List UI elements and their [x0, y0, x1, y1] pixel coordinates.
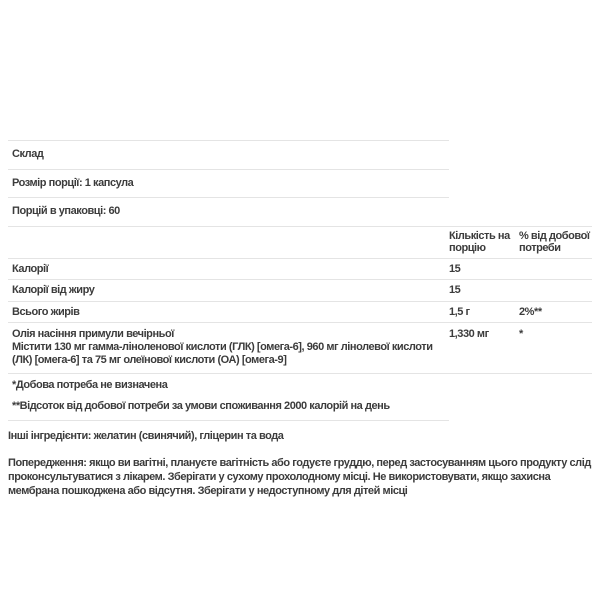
dv-value — [519, 280, 592, 302]
dv-column-header: % від добової потреби — [519, 226, 592, 258]
empty-cell — [449, 391, 519, 420]
amount-value: 1,5 г — [449, 301, 519, 323]
facts-row-servings-per-container — [8, 198, 592, 227]
footnote-daily-value-not-established: *Добова потреба не визначена — [12, 378, 168, 391]
nutrient-name: Калорії від жиру — [8, 280, 449, 302]
ingredient-name: Олія насіння примули вечірньої — [12, 328, 174, 340]
empty-cell — [449, 141, 519, 170]
ingredient-description: Містити 130 мг гамма-ліноленової кислоти (ГЛК) [омега-6], 960 мг лінолевої кислоти (ЛК) [омега-6] та 75 мг олеїнової кислоти (ОА) [омега-9] — [12, 340, 433, 366]
dv-value — [519, 258, 592, 280]
nutrient-name: Калорії — [8, 258, 449, 280]
empty-cell — [519, 391, 592, 420]
amount-value: 15 — [449, 280, 519, 302]
facts-row-calories — [8, 258, 592, 280]
empty-cell — [519, 198, 592, 227]
empty-cell — [519, 141, 592, 170]
facts-row-total-fat — [8, 301, 592, 323]
empty-cell — [519, 169, 592, 198]
ingredient-cell — [8, 323, 449, 374]
facts-header-row — [8, 226, 592, 258]
footnote-percent-daily-value: **Відсоток від добової потреби за умови споживання 2000 калорій на день — [8, 391, 449, 420]
other-ingredients: Інші інгредієнти: желатин (свинячий), гліцерин та вода — [8, 429, 284, 442]
facts-table — [8, 140, 592, 421]
amount-column-header: Кількість на порцію — [449, 226, 519, 258]
facts-row-composition — [8, 141, 592, 170]
dv-value: 2%** — [519, 301, 592, 323]
serving-size-text: Розмір порції: 1 капсула — [8, 169, 449, 198]
empty-cell — [8, 226, 449, 258]
empty-cell — [449, 169, 519, 198]
empty-cell — [449, 198, 519, 227]
empty-cell — [519, 373, 592, 391]
servings-per-container-text: Порцій в упаковці: 60 — [8, 198, 449, 227]
facts-row-serving-size — [8, 169, 592, 198]
facts-row-primrose-oil — [8, 323, 592, 374]
dv-value: * — [519, 323, 592, 374]
nutrient-name: Всього жирів — [8, 301, 449, 323]
amount-value: 15 — [449, 258, 519, 280]
footnote-row — [8, 391, 592, 420]
section-title: Склад — [8, 141, 449, 170]
facts-row-calories-from-fat — [8, 280, 592, 302]
empty-cell — [449, 373, 519, 391]
amount-value: 1,330 мг — [449, 323, 519, 374]
warning-text: Попередження: якщо ви вагітні, плануєте вагітність або годуєте груддю, перед застосуванням цього продукту слід проконсультуватися з лікарем. Зберігати у сухому прохолодному місці. Не використовувати, якщо захисна мембрана пошкоджена або відсутня. Зберігати у недоступному для дітей місці — [8, 456, 591, 497]
footnote-row — [8, 373, 592, 391]
